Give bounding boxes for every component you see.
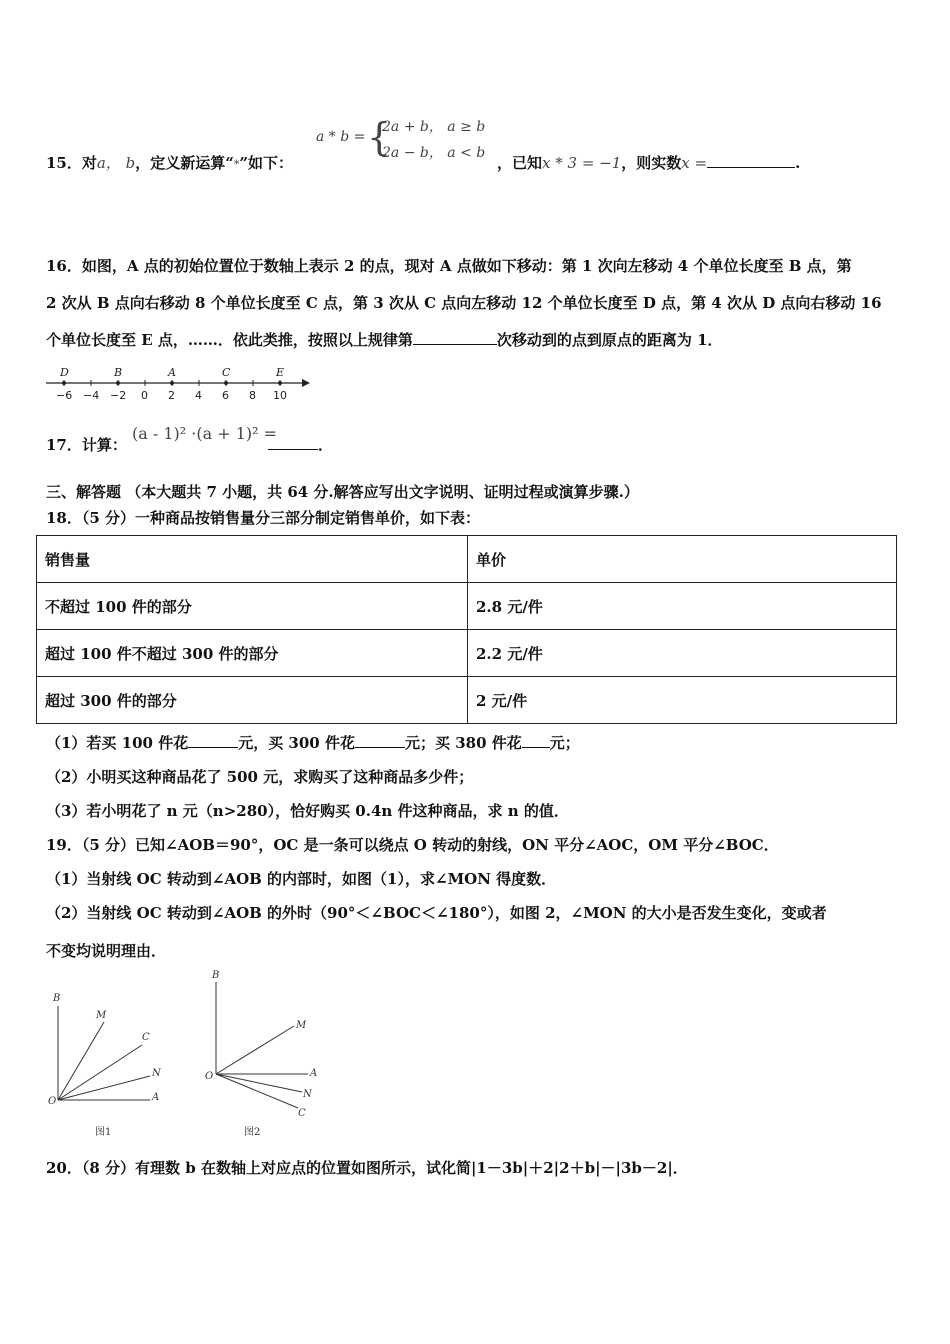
axis-tick-label: −4 (83, 389, 100, 402)
axis-tick-label: 6 (222, 389, 229, 402)
table-header-cell: 单价 (468, 536, 897, 583)
axis-tick-label: 8 (249, 389, 256, 402)
fig2-caption: 图2 (244, 1127, 261, 1138)
table-cell: 超过 100 件不超过 300 件的部分 (37, 630, 468, 677)
fig1-label-a: A (152, 1092, 160, 1103)
table-row (37, 630, 897, 677)
axis-point-c: C (222, 366, 231, 379)
q19-part2a: （2）当射线 OC 转动到∠AOB 的外时（90°＜∠BOC＜∠180°），如图 2，∠MON 的大小是否发生变化，变或者 (46, 904, 827, 922)
q17-tail (268, 434, 333, 455)
table-cell: 2 元/件 (468, 677, 897, 724)
section-3-heading: 三、解答题 （本大题共 7 小题，共 64 分.解答应写出文字说明、证明过程或演算步骤.） (46, 483, 639, 501)
axis-tick-label: −6 (56, 389, 73, 402)
table-cell: 2.8 元/件 (468, 583, 897, 630)
table-header-cell: 销售量 (37, 536, 468, 583)
q15-brace: { (367, 115, 392, 159)
axis-tick-label: 0 (141, 389, 148, 402)
q15-mid2: ”如下： (239, 154, 293, 172)
table-row (37, 677, 897, 724)
q18-blank-300[interactable] (355, 733, 405, 748)
q17-answer-blank[interactable] (268, 435, 318, 450)
axis-tick-label: 4 (195, 389, 202, 402)
q15-vars: a， b (96, 154, 136, 172)
fig1-caption: 图1 (95, 1127, 112, 1138)
fig2-label-n: N (303, 1089, 312, 1100)
q19-figure-1 (42, 990, 172, 1142)
q15-case1: 2a + b， a ≥ b (382, 119, 486, 135)
q18-part1 (46, 732, 580, 753)
q16-line3b: 次移动到的点到原点的距离为 1． (496, 331, 723, 349)
q19-intro: 19．（5 分）已知∠AOB＝90°，OC 是一条可以绕点 O 转动的射线，ON 平分∠AOC，OM 平分∠BOC． (46, 836, 779, 854)
axis-point-d: D (60, 366, 69, 379)
q18-part2: （2）小明买这种商品花了 500 元，求购买了这种商品多少件； (46, 768, 474, 786)
q18-intro: 18．（5 分）一种商品按销售量分三部分制定销售单价，如下表： (46, 509, 481, 527)
fig1-label-m: M (96, 1010, 107, 1021)
q19-part1: （1）当射线 OC 转动到∠AOB 的内部时，如图（1），求∠MON 得度数． (46, 870, 557, 888)
q16-line2: 2 次从 B 点向右移动 8 个单位长度至 C 点，第 3 次从 C 点向左移动 12 个单位长度至 D 点，第 4 次从 D 点向右移动 16 (46, 294, 882, 312)
q15-mid: ，定义新运算“ (135, 154, 234, 172)
q19-part2b: 不变均说明理由． (46, 942, 167, 960)
table-row (37, 583, 897, 630)
q17-end: ． (318, 436, 334, 454)
q17-expr: (a - 1)² ·(a + 1)² = (132, 424, 278, 443)
axis-point-b: B (114, 366, 123, 379)
q18-p1a: （1）若买 100 件花 (46, 734, 189, 752)
fig1-label-b: B (53, 993, 61, 1004)
fig2-label-o: O (205, 1071, 214, 1082)
q16-line3 (46, 329, 723, 350)
q18-p1d: 元； (549, 734, 580, 752)
q15-ask: ，则实数 (621, 154, 682, 172)
q15-def-lhs: a * b = (316, 129, 366, 145)
axis-point-a: A (168, 366, 176, 379)
q15-tail (497, 152, 800, 173)
fig2-label-a: A (310, 1068, 318, 1079)
q16-answer-blank[interactable] (413, 330, 497, 345)
q20: 20．（8 分）有理数 b 在数轴上对应点的位置如图所示，试化简|1－3b|＋2|2＋b|－|3b－2|． (46, 1159, 688, 1177)
q16-line1: 16．如图，A 点的初始位置位于数轴上表示 2 的点，现对 A 点做如下移动：第 1 次向左移动 4 个单位长度至 B 点，第 (46, 257, 852, 275)
axis-tick-label: −2 (110, 389, 127, 402)
table-header-row (37, 536, 897, 583)
axis-tick-label: 2 (168, 389, 175, 402)
q18-blank-100[interactable] (188, 733, 238, 748)
fig1-label-o: O (48, 1096, 57, 1107)
q19-figure-2 (196, 968, 326, 1142)
axis-point-e: E (276, 366, 285, 379)
q15-star: * (233, 158, 240, 171)
table-cell: 不超过 100 件的部分 (37, 583, 468, 630)
fig1-label-c: C (142, 1032, 150, 1043)
fig2-label-c: C (298, 1108, 306, 1119)
q15-answer-blank[interactable] (707, 153, 795, 168)
q15-x: x = (681, 154, 708, 172)
q18-blank-380[interactable] (522, 733, 550, 748)
fig1-label-n: N (152, 1068, 161, 1079)
q18-part3: （3）若小明花了 n 元（n>280），恰好购买 0.4n 件这种商品，求 n 的值． (46, 802, 569, 820)
fig2-label-m: M (296, 1020, 307, 1031)
axis-tick-label: 10 (273, 389, 287, 402)
q15 (46, 152, 293, 173)
q17-prefix: 17．计算： (46, 436, 127, 454)
q16-line3a: 个单位长度至 E 点，……．依此类推，按照以上规律第 (46, 331, 413, 349)
q17 (46, 434, 127, 455)
table-cell: 2.2 元/件 (468, 630, 897, 677)
table-cell: 超过 300 件的部分 (37, 677, 468, 724)
q18-p1c: 元；买 380 件花 (404, 734, 522, 752)
q18-price-table (36, 535, 897, 724)
q15-end: . (795, 154, 801, 172)
q18-p1b: 元，买 300 件花 (238, 734, 355, 752)
q16-number-line (40, 362, 310, 404)
q15-known: ，已知 (497, 154, 543, 172)
q15-eq: x * 3 = −1 (542, 154, 622, 172)
q15-case2: 2a − b， a < b (382, 145, 486, 161)
q15-prefix: 15．对 (46, 154, 97, 172)
fig2-label-b: B (212, 970, 220, 981)
